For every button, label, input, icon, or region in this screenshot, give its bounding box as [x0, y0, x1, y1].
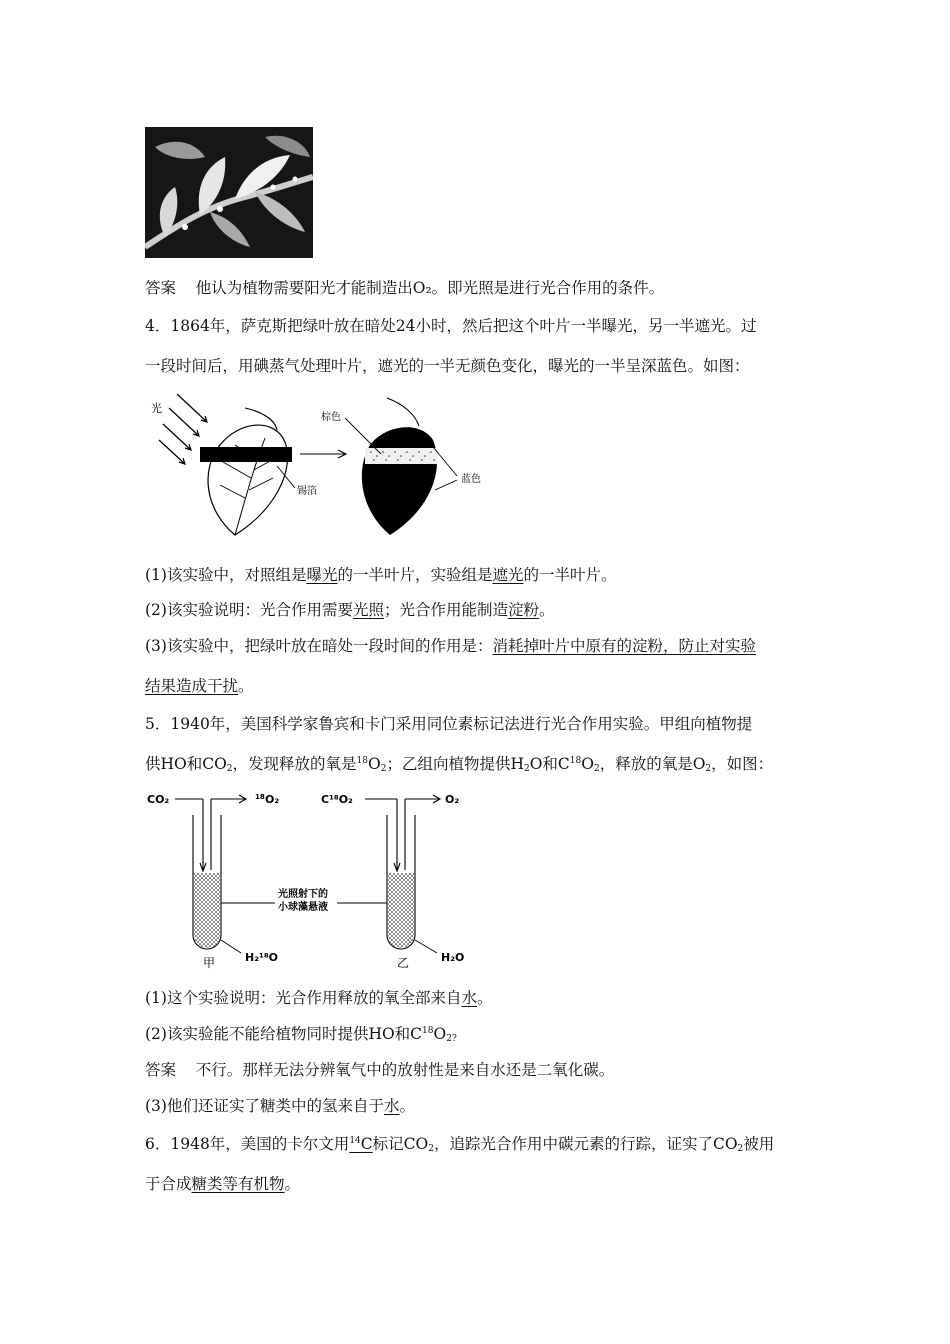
suspension-label-2: 小球藻悬液: [278, 902, 328, 913]
answer-blank: 遮光: [492, 566, 524, 584]
blue-label: 蓝色: [461, 474, 481, 485]
answer-blank: $^{14}$C: [349, 1135, 373, 1153]
answer-blank: 光照: [352, 601, 384, 619]
light-arrows: [159, 394, 207, 464]
right-suspension: [388, 873, 414, 935]
q6-line-1: 6．1948年，美国的卡尔文用$^{14}$C标记$CO_2$，追踪光合作用中碳元素的行踪，证实了$CO_2$被用: [145, 1135, 775, 1154]
answer-2: [145, 1060, 614, 1080]
answer-blank: 糖类等有机物: [191, 1175, 285, 1193]
q5-sub-1: (1)这个实验说明：光合作用释放的氧全部来自水。: [145, 989, 493, 1007]
q4-sub-3-cont: 结果造成干扰。: [145, 677, 254, 695]
q4-line-1: 4．1864年，萨克斯把绿叶放在暗处24小时，然后把这个叶片一半曝光，另一半遮光。过: [145, 317, 757, 335]
q5-line-1: 5．1940年，美国科学家鲁宾和卡门采用同位素标记法进行光合作用实验。甲组向植物提: [145, 715, 753, 733]
light-label: 光: [151, 402, 162, 415]
tin-foil: [200, 447, 292, 462]
foil-label: 锡箔: [297, 486, 317, 497]
answer-1: [145, 278, 664, 298]
answer-label: 答案: [145, 279, 177, 297]
arrow-right: [300, 450, 346, 458]
q5-sub-2: (2)该实验能不能给植物同时提供HO和$C^{18}O_{2?}$: [145, 1025, 457, 1044]
group-jia-label: 甲: [203, 956, 216, 970]
answer-blank: 水: [383, 1097, 400, 1115]
left-suspension: [194, 873, 220, 935]
left-water-label: H₂¹⁸O: [245, 951, 279, 964]
leaf-left: [208, 408, 288, 535]
q4-sub-2: (2)该实验说明：光合作用需要光照；光合作用能制造淀粉。: [145, 601, 555, 619]
svg-text:18: 18: [255, 793, 265, 801]
right-water-label: H₂O: [441, 951, 465, 964]
q4-sub-1: (1)该实验中，对照组是曝光的一半叶片，实验组是遮光的一半叶片。: [145, 566, 617, 584]
suspension-label-1: 光照射下的: [278, 889, 328, 900]
aquatic-plant-photo: [145, 127, 313, 258]
q4-sub-3: (3)该实验中，把绿叶放在暗处一段时间的作用是：消耗掉叶片中原有的淀粉，防止对实验: [145, 637, 756, 655]
answer-text: 不行。那样无法分辨氧气中的放射性是来自水还是二氧化碳。: [195, 1061, 615, 1079]
group-yi-label: 乙: [397, 956, 410, 970]
brown-label: 棕色: [321, 412, 341, 423]
leaf-right: [362, 398, 437, 535]
q6-line-2: 于合成糖类等有机物。: [145, 1175, 301, 1193]
q4-line-2: 一段时间后，用碘蒸气处理叶片，遮光的一半无颜色变化，曝光的一半呈深蓝色。如图：: [145, 357, 750, 375]
left-input-label: CO₂: [147, 793, 170, 806]
q5-sub-3: (3)他们还证实了糖类中的氢来自于水。: [145, 1097, 415, 1115]
isotope-experiment-figure: [145, 785, 485, 970]
answer-blank: 结果造成干扰: [145, 677, 239, 695]
right-input-label: C¹⁸O₂: [321, 793, 353, 806]
leaf-experiment-figure: [145, 390, 505, 545]
answer-blank: 淀粉: [508, 601, 540, 619]
left-output-label: O₂: [265, 793, 280, 806]
answer-blank: 水: [461, 989, 477, 1007]
answer-blank: 曝光: [306, 566, 338, 584]
answer-blank: 消耗掉叶片中原有的淀粉，防止对实验: [492, 637, 756, 655]
q5-line-2: 供HO和$CO_2$，发现释放的氧是$^{18}O_2$；乙组向植物提供$H_2O$和$C^{18}O_2$，释放的氧是$O_2$，如图：: [145, 755, 774, 774]
right-output-label: O₂: [445, 793, 460, 806]
answer-text: 他认为植物需要阳光才能制造出O₂。即光照是进行光合作用的条件。: [195, 279, 665, 297]
answer-label: 答案: [145, 1061, 177, 1079]
